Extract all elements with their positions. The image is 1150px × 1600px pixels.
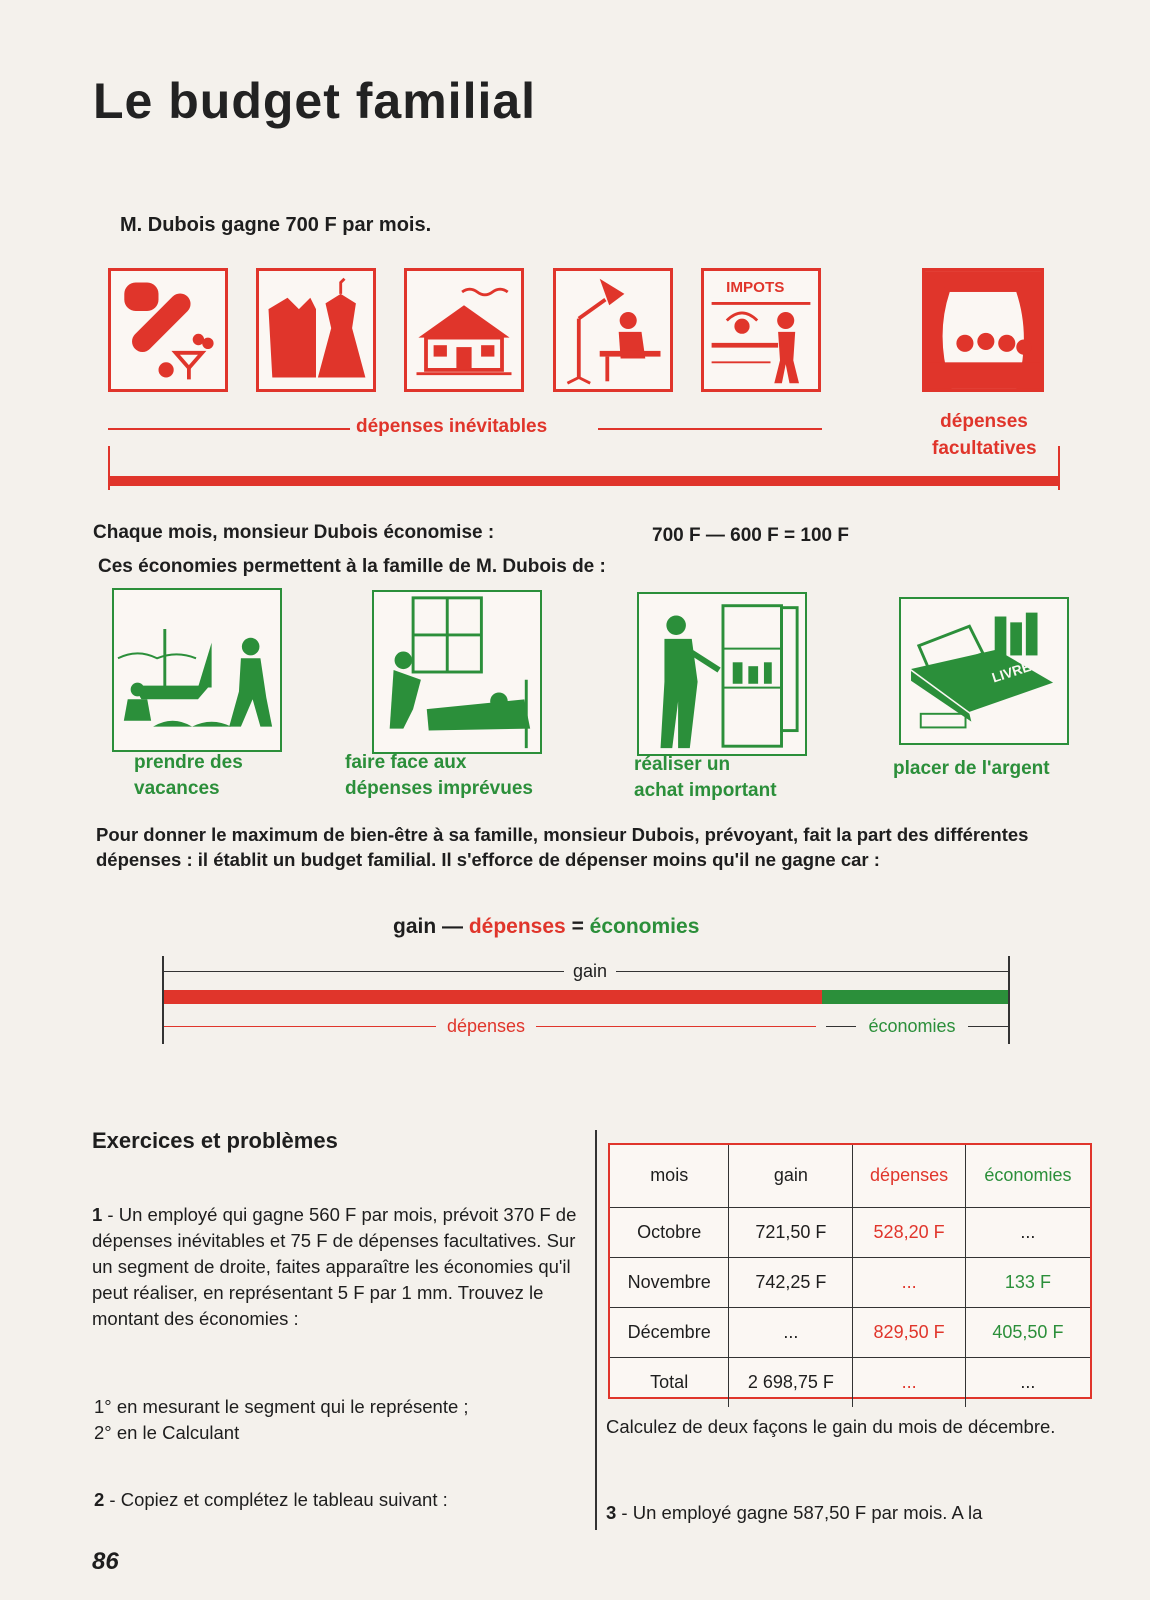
inevitables-line-right — [598, 428, 822, 430]
formula-gain: gain — [393, 915, 437, 938]
ex1-text: - Un employé qui gagne 560 F par mois, prévoit 370 F de dépenses inévitables et 75 F de dépenses facultatives. Sur un segment de droite, faites apparaître les économies qu'il peut réaliser, en représentant 5 F par 1 mm. Trouvez le montant des économies : — [92, 1204, 577, 1329]
formula-economies: économies — [589, 915, 700, 938]
table-row — [610, 1207, 1090, 1257]
ex2-number: 2 — [94, 1489, 105, 1510]
ex2-text: - Copiez et complétez le tableau suivant : — [104, 1489, 448, 1510]
taxes-icon — [701, 268, 821, 392]
header-depenses: dépenses — [853, 1145, 966, 1207]
use-argent — [893, 756, 1050, 782]
exercises-title: Exercices et problèmes — [92, 1128, 338, 1153]
impots-sign: IMPOTS — [726, 279, 785, 296]
page-number: 86 — [92, 1548, 119, 1575]
exercise-3 — [606, 1500, 1094, 1526]
food-icon — [108, 268, 228, 392]
depenses-line-left — [164, 1026, 436, 1027]
ex1-a: 1° en mesurant le segment qui le représente ; — [94, 1396, 469, 1417]
header-economies: économies — [984, 1165, 1072, 1186]
achat-icon — [637, 592, 807, 756]
formula-minus: — — [436, 915, 469, 938]
use-achat-l2: achat important — [634, 780, 777, 801]
cell-mois: Décembre — [610, 1307, 729, 1357]
economies-line-left — [826, 1026, 856, 1027]
economies-bar-label: économies — [868, 1016, 956, 1036]
economise-calc: 700 F — 600 F = 100 F — [652, 525, 849, 546]
cell-mois: Novembre — [610, 1257, 729, 1307]
livret-label: LIVRET — [990, 656, 1041, 686]
inevitables-line-left — [108, 428, 350, 430]
cell-mois: Octobre — [610, 1207, 729, 1257]
exercise-2 — [94, 1487, 448, 1513]
header-gain: gain — [729, 1145, 853, 1207]
cell-gain: ... — [729, 1307, 853, 1357]
table-row — [610, 1307, 1090, 1357]
use-vacances-l2: vacances — [134, 778, 220, 799]
depenses-facultatives-label — [932, 408, 1036, 462]
formula-depenses: dépenses — [468, 915, 566, 938]
budget-formula — [393, 915, 699, 939]
cell-economies: ... — [1020, 1371, 1036, 1392]
theater-icon — [922, 268, 1044, 392]
economies-line-right — [968, 1026, 1008, 1027]
lamp-icon — [553, 268, 673, 392]
depenses-inevitables-label: dépenses inévitables — [356, 416, 548, 437]
cell-mois: Total — [610, 1357, 729, 1407]
ex1-number: 1 — [92, 1204, 103, 1225]
use-vacances — [134, 750, 243, 802]
total-bar — [110, 476, 1058, 486]
depenses-line-right — [536, 1026, 816, 1027]
ex1-b: 2° en le Calculant — [94, 1422, 240, 1443]
depenses-bar-label: dépenses — [446, 1016, 526, 1036]
cell-depenses: ... — [853, 1357, 966, 1407]
economise-line: Chaque mois, monsieur Dubois économise : — [93, 522, 495, 543]
argent-icon — [899, 597, 1069, 745]
intro-paragraph: Pour donner le maximum de bien-être à sa famille, monsieur Dubois, prévoyant, fait la part des différentes dépenses : il établit un budget familial. Il s'efforce de dépenser moins qu'il ne gagne car : — [96, 824, 1029, 870]
ex3-text: - Un employé gagne 587,50 F par mois. A la — [616, 1502, 983, 1523]
table-header-row — [610, 1145, 1090, 1207]
bracket-right — [1058, 446, 1060, 490]
header-mois: mois — [610, 1145, 729, 1207]
use-vacances-l1: prendre des — [134, 752, 243, 773]
vacances-icon — [112, 588, 282, 752]
depenses-bar-segment — [164, 990, 822, 1004]
table-row — [610, 1257, 1090, 1307]
cell-economies: ... — [1020, 1221, 1036, 1242]
budget-bar — [162, 956, 1010, 1046]
clothes-icon — [256, 268, 376, 392]
ex3-number: 3 — [606, 1502, 617, 1523]
formula-equals: = — [565, 915, 590, 938]
facultatives-l1: dépenses — [940, 411, 1028, 432]
exercise-1 — [92, 1202, 578, 1332]
cell-economies: 133 F — [1004, 1271, 1051, 1292]
lead-text: M. Dubois gagne 700 F par mois. — [120, 214, 432, 236]
cell-gain: 742,25 F — [729, 1257, 853, 1307]
house-icon — [404, 268, 524, 392]
gain-line-right — [616, 971, 1008, 972]
budget-table — [608, 1143, 1092, 1399]
bar-right-tick — [1008, 956, 1010, 1044]
cell-depenses: ... — [853, 1257, 966, 1307]
cell-depenses: 829,50 F — [853, 1307, 966, 1357]
cell-depenses: 528,20 F — [853, 1207, 966, 1257]
facultatives-l2: facultatives — [932, 438, 1037, 459]
imprevues-icon — [372, 590, 542, 754]
table-row — [610, 1357, 1090, 1407]
permettent-line: Ces économies permettent à la famille de M. Dubois de : — [98, 556, 606, 577]
use-argent-l1: placer de l'argent — [893, 758, 1050, 779]
column-divider — [595, 1130, 597, 1530]
use-imprevues-l2: dépenses imprévues — [345, 778, 533, 799]
gain-label: gain — [572, 961, 608, 981]
economies-bar-segment — [822, 990, 1008, 1004]
cell-gain: 2 698,75 F — [729, 1357, 853, 1407]
page-title: Le budget familial — [93, 73, 537, 129]
use-imprevues — [345, 750, 533, 802]
use-imprevues-l1: faire face aux — [345, 752, 467, 773]
gain-line-left — [164, 971, 564, 972]
calc-text: Calculez de deux façons le gain du mois de décembre. — [606, 1416, 1056, 1437]
cell-economies: 405,50 F — [992, 1321, 1064, 1342]
use-achat-l1: réaliser un — [634, 754, 731, 775]
use-achat — [634, 752, 777, 804]
cell-gain: 721,50 F — [729, 1207, 853, 1257]
